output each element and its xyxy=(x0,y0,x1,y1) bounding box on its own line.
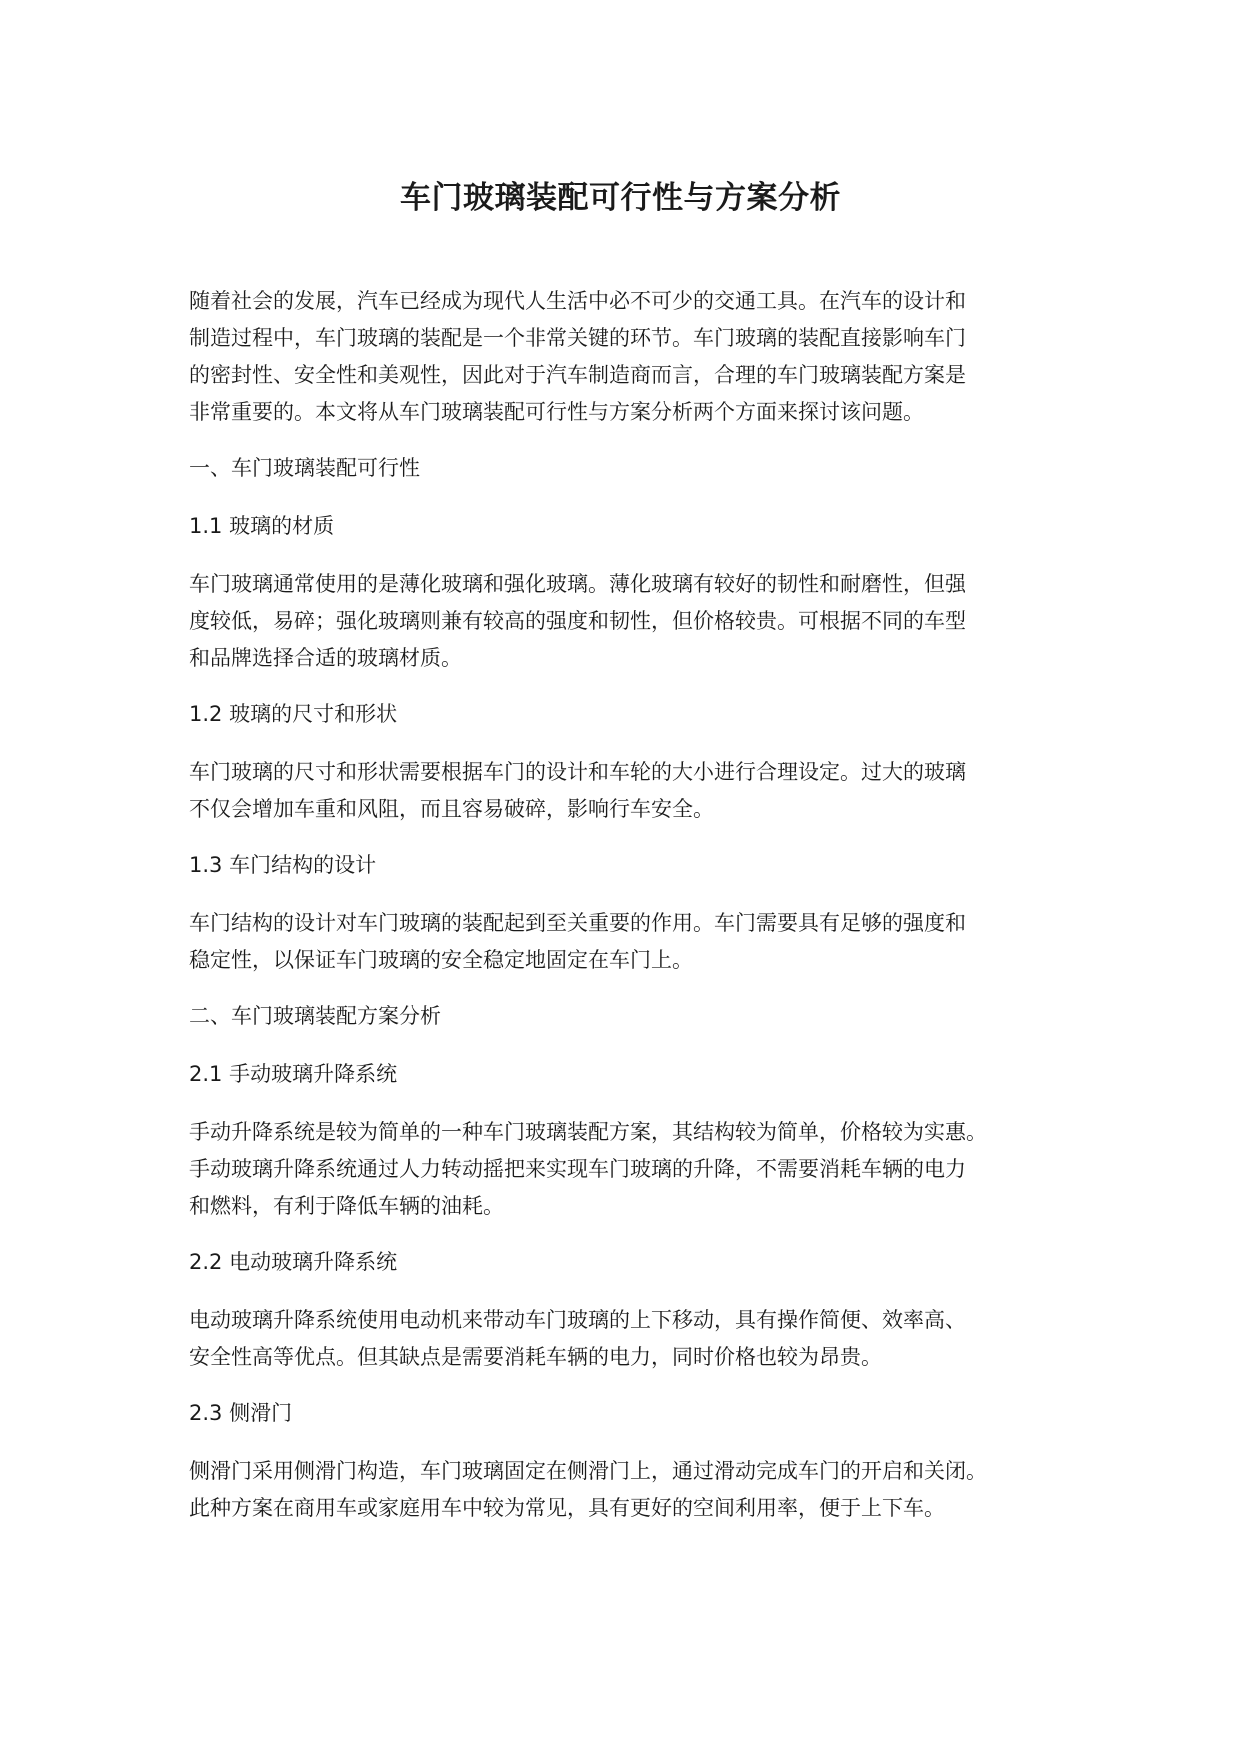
text-line: 不仅会增加车重和风阻，而且容易破碎，影响行车安全。 xyxy=(189,797,714,821)
text-line: 和品牌选择合适的玻璃材质。 xyxy=(189,646,462,670)
text-line: 非常重要的。本文将从车门玻璃装配可行性与方案分析两个方面来探讨该问题。 xyxy=(189,400,924,424)
text-line: 安全性高等优点。但其缺点是需要消耗车辆的电力，同时价格也较为昂贵。 xyxy=(189,1345,882,1369)
subsection-2-3-paragraph xyxy=(189,1453,1069,1527)
document-title: 车门玻璃装配可行性与方案分析 xyxy=(400,180,841,216)
text-line: 车门玻璃通常使用的是薄化玻璃和强化玻璃。薄化玻璃有较好的韧性和耐磨性，但强 xyxy=(189,572,966,596)
subsection-2-2-heading: 2.2 电动玻璃升降系统 xyxy=(189,1250,398,1274)
subsection-1-3-paragraph xyxy=(189,905,1069,979)
text-line: 的密封性、安全性和美观性，因此对于汽车制造商而言，合理的车门玻璃装配方案是 xyxy=(189,363,966,387)
text-line: 手动玻璃升降系统通过人力转动摇把来实现车门玻璃的升降，不需要消耗车辆的电力 xyxy=(189,1157,966,1181)
text-line: 电动玻璃升降系统使用电动机来带动车门玻璃的上下移动，具有操作简便、效率高、 xyxy=(189,1308,966,1332)
document-body xyxy=(189,283,1069,1546)
text-line: 制造过程中，车门玻璃的装配是一个非常关键的环节。车门玻璃的装配直接影响车门 xyxy=(189,326,966,350)
subsection-2-3-heading: 2.3 侧滑门 xyxy=(189,1401,293,1425)
text-line: 随着社会的发展，汽车已经成为现代人生活中必不可少的交通工具。在汽车的设计和 xyxy=(189,289,966,313)
intro-paragraph xyxy=(189,283,1069,431)
text-line: 车门结构的设计对车门玻璃的装配起到至关重要的作用。车门需要具有足够的强度和 xyxy=(189,911,966,935)
subsection-1-1-paragraph xyxy=(189,566,1069,677)
section-1-heading: 一、车门玻璃装配可行性 xyxy=(189,456,420,480)
text-line: 此种方案在商用车或家庭用车中较为常见，具有更好的空间利用率，便于上下车。 xyxy=(189,1496,945,1520)
text-line: 手动升降系统是较为简单的一种车门玻璃装配方案，其结构较为简单，价格较为实惠。 xyxy=(189,1120,987,1144)
text-line: 侧滑门采用侧滑门构造，车门玻璃固定在侧滑门上，通过滑动完成车门的开启和关闭。 xyxy=(189,1459,987,1483)
text-line: 稳定性，以保证车门玻璃的安全稳定地固定在车门上。 xyxy=(189,948,693,972)
subsection-1-2-heading: 1.2 玻璃的尺寸和形状 xyxy=(189,702,398,726)
subsection-1-3-heading: 1.3 车门结构的设计 xyxy=(189,853,377,877)
text-line: 和燃料，有利于降低车辆的油耗。 xyxy=(189,1194,504,1218)
subsection-2-1-paragraph xyxy=(189,1114,1069,1225)
subsection-1-2-paragraph xyxy=(189,754,1069,828)
text-line: 车门玻璃的尺寸和形状需要根据车门的设计和车轮的大小进行合理设定。过大的玻璃 xyxy=(189,760,966,784)
section-2-heading: 二、车门玻璃装配方案分析 xyxy=(189,1004,441,1028)
subsection-1-1-heading: 1.1 玻璃的材质 xyxy=(189,514,335,538)
subsection-2-2-paragraph xyxy=(189,1302,1069,1376)
text-line: 度较低，易碎；强化玻璃则兼有较高的强度和韧性，但价格较贵。可根据不同的车型 xyxy=(189,609,966,633)
subsection-2-1-heading: 2.1 手动玻璃升降系统 xyxy=(189,1062,398,1086)
